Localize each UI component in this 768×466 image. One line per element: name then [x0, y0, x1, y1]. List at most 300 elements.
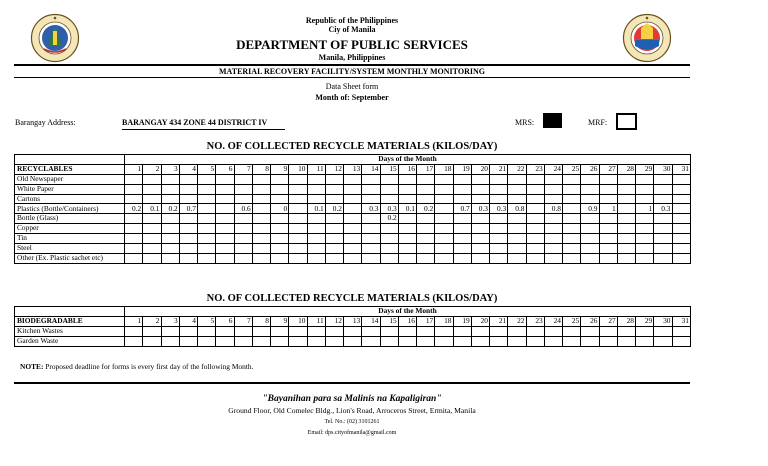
value-cell[interactable] [526, 214, 544, 224]
value-cell[interactable] [125, 336, 143, 346]
value-cell[interactable]: 0.8 [544, 204, 562, 214]
value-cell[interactable] [252, 184, 270, 194]
value-cell[interactable] [453, 253, 471, 263]
value-cell[interactable] [471, 326, 489, 336]
value-cell[interactable] [563, 174, 581, 184]
value-cell[interactable] [526, 184, 544, 194]
value-cell[interactable] [636, 174, 654, 184]
value-cell[interactable] [271, 326, 289, 336]
value-cell[interactable] [125, 234, 143, 244]
value-cell[interactable] [435, 194, 453, 204]
value-cell[interactable] [216, 204, 234, 214]
value-cell[interactable] [544, 244, 562, 254]
value-cell[interactable] [398, 234, 416, 244]
value-cell[interactable] [179, 244, 197, 254]
value-cell[interactable] [508, 174, 526, 184]
value-cell[interactable] [179, 224, 197, 234]
value-cell[interactable] [234, 194, 252, 204]
value-cell[interactable] [526, 224, 544, 234]
value-cell[interactable] [453, 194, 471, 204]
value-cell[interactable] [179, 326, 197, 336]
value-cell[interactable]: 0.9 [581, 204, 599, 214]
value-cell[interactable] [471, 244, 489, 254]
value-cell[interactable] [216, 174, 234, 184]
value-cell[interactable] [417, 244, 435, 254]
value-cell[interactable] [325, 244, 343, 254]
value-cell[interactable] [508, 253, 526, 263]
value-cell[interactable] [471, 184, 489, 194]
value-cell[interactable] [252, 234, 270, 244]
value-cell[interactable] [526, 204, 544, 214]
value-cell[interactable] [599, 184, 617, 194]
value-cell[interactable] [563, 184, 581, 194]
value-cell[interactable] [617, 336, 635, 346]
value-cell[interactable] [161, 244, 179, 254]
value-cell[interactable] [417, 214, 435, 224]
value-cell[interactable] [198, 174, 216, 184]
value-cell[interactable] [362, 234, 380, 244]
value-cell[interactable] [563, 326, 581, 336]
value-cell[interactable] [161, 194, 179, 204]
value-cell[interactable] [234, 184, 252, 194]
value-cell[interactable] [636, 253, 654, 263]
value-cell[interactable] [344, 224, 362, 234]
value-cell[interactable] [654, 184, 672, 194]
value-cell[interactable] [398, 214, 416, 224]
value-cell[interactable] [672, 174, 691, 184]
value-cell[interactable] [599, 244, 617, 254]
value-cell[interactable] [325, 184, 343, 194]
value-cell[interactable] [143, 253, 161, 263]
value-cell[interactable] [617, 174, 635, 184]
value-cell[interactable] [325, 234, 343, 244]
value-cell[interactable] [344, 244, 362, 254]
value-cell[interactable] [563, 214, 581, 224]
value-cell[interactable] [380, 174, 398, 184]
value-cell[interactable] [654, 234, 672, 244]
value-cell[interactable] [325, 326, 343, 336]
value-cell[interactable]: 0.1 [143, 204, 161, 214]
value-cell[interactable]: 0.7 [453, 204, 471, 214]
value-cell[interactable] [307, 184, 325, 194]
value-cell[interactable] [435, 224, 453, 234]
mrs-checkbox[interactable] [543, 113, 562, 128]
value-cell[interactable]: 0.3 [471, 204, 489, 214]
value-cell[interactable] [471, 336, 489, 346]
value-cell[interactable] [490, 224, 508, 234]
value-cell[interactable] [143, 184, 161, 194]
value-cell[interactable] [380, 224, 398, 234]
value-cell[interactable] [599, 253, 617, 263]
value-cell[interactable] [563, 194, 581, 204]
value-cell[interactable] [325, 214, 343, 224]
value-cell[interactable] [581, 253, 599, 263]
value-cell[interactable] [179, 253, 197, 263]
value-cell[interactable] [344, 336, 362, 346]
value-cell[interactable] [289, 336, 307, 346]
value-cell[interactable] [544, 224, 562, 234]
value-cell[interactable] [198, 326, 216, 336]
value-cell[interactable] [216, 253, 234, 263]
value-cell[interactable] [234, 253, 252, 263]
value-cell[interactable]: 0.2 [161, 204, 179, 214]
value-cell[interactable] [636, 214, 654, 224]
value-cell[interactable] [490, 253, 508, 263]
value-cell[interactable] [617, 194, 635, 204]
value-cell[interactable] [289, 234, 307, 244]
value-cell[interactable] [417, 326, 435, 336]
value-cell[interactable] [198, 214, 216, 224]
value-cell[interactable] [654, 336, 672, 346]
value-cell[interactable] [307, 244, 325, 254]
value-cell[interactable] [490, 174, 508, 184]
value-cell[interactable] [380, 184, 398, 194]
value-cell[interactable] [362, 184, 380, 194]
value-cell[interactable] [599, 214, 617, 224]
value-cell[interactable] [198, 234, 216, 244]
value-cell[interactable] [289, 184, 307, 194]
value-cell[interactable] [599, 174, 617, 184]
value-cell[interactable] [526, 336, 544, 346]
value-cell[interactable] [307, 326, 325, 336]
value-cell[interactable] [344, 214, 362, 224]
value-cell[interactable] [234, 214, 252, 224]
value-cell[interactable] [508, 194, 526, 204]
value-cell[interactable] [581, 224, 599, 234]
value-cell[interactable] [179, 214, 197, 224]
value-cell[interactable] [234, 234, 252, 244]
mrf-checkbox[interactable] [616, 113, 637, 130]
value-cell[interactable] [617, 184, 635, 194]
value-cell[interactable] [617, 234, 635, 244]
value-cell[interactable] [216, 326, 234, 336]
value-cell[interactable] [581, 184, 599, 194]
value-cell[interactable] [252, 244, 270, 254]
value-cell[interactable] [490, 326, 508, 336]
value-cell[interactable] [179, 174, 197, 184]
value-cell[interactable] [380, 194, 398, 204]
value-cell[interactable] [617, 244, 635, 254]
value-cell[interactable] [344, 194, 362, 204]
value-cell[interactable] [599, 234, 617, 244]
value-cell[interactable] [563, 224, 581, 234]
value-cell[interactable] [617, 204, 635, 214]
value-cell[interactable] [672, 214, 691, 224]
value-cell[interactable] [636, 224, 654, 234]
value-cell[interactable] [417, 224, 435, 234]
value-cell[interactable]: 0.6 [234, 204, 252, 214]
value-cell[interactable] [143, 326, 161, 336]
value-cell[interactable] [344, 234, 362, 244]
value-cell[interactable] [599, 194, 617, 204]
value-cell[interactable] [617, 253, 635, 263]
value-cell[interactable] [271, 253, 289, 263]
value-cell[interactable] [179, 234, 197, 244]
value-cell[interactable] [435, 326, 453, 336]
value-cell[interactable] [398, 194, 416, 204]
value-cell[interactable] [544, 184, 562, 194]
value-cell[interactable] [417, 184, 435, 194]
value-cell[interactable] [563, 234, 581, 244]
value-cell[interactable] [125, 224, 143, 234]
value-cell[interactable] [544, 194, 562, 204]
value-cell[interactable] [125, 326, 143, 336]
value-cell[interactable] [417, 194, 435, 204]
value-cell[interactable] [289, 194, 307, 204]
value-cell[interactable] [362, 214, 380, 224]
value-cell[interactable] [161, 253, 179, 263]
value-cell[interactable] [198, 224, 216, 234]
value-cell[interactable] [289, 224, 307, 234]
value-cell[interactable] [490, 336, 508, 346]
value-cell[interactable] [398, 244, 416, 254]
value-cell[interactable] [234, 174, 252, 184]
value-cell[interactable] [362, 244, 380, 254]
value-cell[interactable] [380, 234, 398, 244]
value-cell[interactable] [453, 234, 471, 244]
value-cell[interactable]: 0.8 [508, 204, 526, 214]
value-cell[interactable] [636, 184, 654, 194]
value-cell[interactable] [161, 336, 179, 346]
value-cell[interactable] [544, 336, 562, 346]
value-cell[interactable] [435, 174, 453, 184]
value-cell[interactable] [125, 174, 143, 184]
value-cell[interactable]: 0.1 [307, 204, 325, 214]
value-cell[interactable] [271, 184, 289, 194]
value-cell[interactable] [125, 253, 143, 263]
value-cell[interactable] [453, 244, 471, 254]
value-cell[interactable] [398, 336, 416, 346]
value-cell[interactable]: 0 [271, 204, 289, 214]
value-cell[interactable] [490, 194, 508, 204]
value-cell[interactable] [490, 214, 508, 224]
value-cell[interactable] [234, 336, 252, 346]
value-cell[interactable] [672, 336, 691, 346]
value-cell[interactable] [252, 253, 270, 263]
value-cell[interactable] [216, 224, 234, 234]
value-cell[interactable] [252, 194, 270, 204]
value-cell[interactable] [490, 244, 508, 254]
value-cell[interactable] [307, 214, 325, 224]
value-cell[interactable] [161, 174, 179, 184]
value-cell[interactable] [581, 244, 599, 254]
value-cell[interactable] [143, 214, 161, 224]
value-cell[interactable] [453, 326, 471, 336]
value-cell[interactable] [307, 253, 325, 263]
value-cell[interactable] [526, 244, 544, 254]
value-cell[interactable] [654, 224, 672, 234]
value-cell[interactable] [271, 224, 289, 234]
value-cell[interactable] [216, 184, 234, 194]
value-cell[interactable] [307, 174, 325, 184]
value-cell[interactable] [307, 336, 325, 346]
value-cell[interactable] [289, 204, 307, 214]
value-cell[interactable] [362, 194, 380, 204]
value-cell[interactable] [617, 224, 635, 234]
value-cell[interactable] [362, 253, 380, 263]
value-cell[interactable] [599, 224, 617, 234]
value-cell[interactable] [325, 174, 343, 184]
value-cell[interactable] [581, 194, 599, 204]
value-cell[interactable] [636, 244, 654, 254]
value-cell[interactable] [672, 184, 691, 194]
value-cell[interactable] [143, 234, 161, 244]
value-cell[interactable] [252, 214, 270, 224]
value-cell[interactable] [581, 174, 599, 184]
value-cell[interactable]: 0.2 [380, 214, 398, 224]
value-cell[interactable] [672, 224, 691, 234]
value-cell[interactable]: 0.1 [398, 204, 416, 214]
value-cell[interactable] [672, 244, 691, 254]
value-cell[interactable] [234, 224, 252, 234]
value-cell[interactable] [161, 234, 179, 244]
value-cell[interactable] [417, 253, 435, 263]
value-cell[interactable] [526, 253, 544, 263]
value-cell[interactable] [216, 244, 234, 254]
value-cell[interactable] [252, 204, 270, 214]
value-cell[interactable] [581, 326, 599, 336]
value-cell[interactable] [161, 214, 179, 224]
value-cell[interactable] [508, 214, 526, 224]
value-cell[interactable] [307, 234, 325, 244]
value-cell[interactable] [508, 184, 526, 194]
value-cell[interactable] [398, 174, 416, 184]
value-cell[interactable] [380, 336, 398, 346]
value-cell[interactable] [198, 244, 216, 254]
value-cell[interactable] [581, 336, 599, 346]
value-cell[interactable] [417, 234, 435, 244]
value-cell[interactable] [252, 336, 270, 346]
value-cell[interactable]: 0.2 [325, 204, 343, 214]
value-cell[interactable]: 0.3 [380, 204, 398, 214]
value-cell[interactable] [654, 214, 672, 224]
value-cell[interactable] [417, 174, 435, 184]
value-cell[interactable] [435, 336, 453, 346]
value-cell[interactable] [471, 214, 489, 224]
value-cell[interactable] [672, 204, 691, 214]
value-cell[interactable] [325, 253, 343, 263]
value-cell[interactable] [143, 174, 161, 184]
value-cell[interactable] [125, 214, 143, 224]
value-cell[interactable] [344, 204, 362, 214]
value-cell[interactable] [544, 174, 562, 184]
value-cell[interactable] [490, 234, 508, 244]
value-cell[interactable] [435, 184, 453, 194]
value-cell[interactable] [398, 224, 416, 234]
value-cell[interactable] [526, 326, 544, 336]
value-cell[interactable] [508, 234, 526, 244]
value-cell[interactable] [198, 194, 216, 204]
value-cell[interactable] [453, 336, 471, 346]
value-cell[interactable] [471, 234, 489, 244]
value-cell[interactable] [271, 174, 289, 184]
value-cell[interactable] [599, 336, 617, 346]
value-cell[interactable] [563, 244, 581, 254]
value-cell[interactable] [654, 194, 672, 204]
value-cell[interactable] [234, 244, 252, 254]
value-cell[interactable] [380, 326, 398, 336]
value-cell[interactable] [344, 253, 362, 263]
value-cell[interactable] [398, 326, 416, 336]
value-cell[interactable] [179, 336, 197, 346]
value-cell[interactable] [471, 174, 489, 184]
value-cell[interactable] [271, 194, 289, 204]
value-cell[interactable] [344, 326, 362, 336]
value-cell[interactable] [143, 194, 161, 204]
value-cell[interactable] [453, 214, 471, 224]
value-cell[interactable] [526, 194, 544, 204]
value-cell[interactable] [125, 184, 143, 194]
value-cell[interactable] [161, 224, 179, 234]
value-cell[interactable] [636, 326, 654, 336]
value-cell[interactable] [362, 326, 380, 336]
value-cell[interactable]: 0.3 [490, 204, 508, 214]
value-cell[interactable] [636, 234, 654, 244]
value-cell[interactable]: 0.2 [125, 204, 143, 214]
value-cell[interactable] [198, 184, 216, 194]
value-cell[interactable] [125, 194, 143, 204]
value-cell[interactable] [417, 336, 435, 346]
value-cell[interactable] [544, 326, 562, 336]
value-cell[interactable] [508, 224, 526, 234]
value-cell[interactable] [289, 244, 307, 254]
value-cell[interactable] [362, 336, 380, 346]
value-cell[interactable] [453, 184, 471, 194]
value-cell[interactable] [307, 224, 325, 234]
value-cell[interactable] [471, 253, 489, 263]
value-cell[interactable] [143, 336, 161, 346]
value-cell[interactable] [289, 174, 307, 184]
value-cell[interactable] [362, 224, 380, 234]
value-cell[interactable] [344, 184, 362, 194]
value-cell[interactable] [252, 224, 270, 234]
value-cell[interactable] [252, 326, 270, 336]
value-cell[interactable] [216, 336, 234, 346]
value-cell[interactable] [289, 253, 307, 263]
value-cell[interactable] [271, 214, 289, 224]
value-cell[interactable] [654, 244, 672, 254]
value-cell[interactable] [435, 253, 453, 263]
value-cell[interactable]: 1 [636, 204, 654, 214]
value-cell[interactable] [125, 244, 143, 254]
value-cell[interactable] [563, 204, 581, 214]
value-cell[interactable] [636, 194, 654, 204]
value-cell[interactable] [179, 184, 197, 194]
value-cell[interactable] [307, 194, 325, 204]
value-cell[interactable] [563, 336, 581, 346]
value-cell[interactable] [179, 194, 197, 204]
value-cell[interactable] [654, 326, 672, 336]
value-cell[interactable] [508, 336, 526, 346]
value-cell[interactable] [380, 253, 398, 263]
value-cell[interactable] [508, 244, 526, 254]
value-cell[interactable] [271, 234, 289, 244]
value-cell[interactable]: 0.3 [654, 204, 672, 214]
value-cell[interactable] [453, 224, 471, 234]
value-cell[interactable] [672, 194, 691, 204]
value-cell[interactable] [289, 214, 307, 224]
value-cell[interactable] [617, 214, 635, 224]
value-cell[interactable] [471, 224, 489, 234]
value-cell[interactable] [435, 214, 453, 224]
value-cell[interactable] [271, 244, 289, 254]
value-cell[interactable] [216, 194, 234, 204]
value-cell[interactable] [143, 224, 161, 234]
value-cell[interactable] [435, 244, 453, 254]
value-cell[interactable] [325, 336, 343, 346]
value-cell[interactable] [563, 253, 581, 263]
value-cell[interactable] [508, 326, 526, 336]
